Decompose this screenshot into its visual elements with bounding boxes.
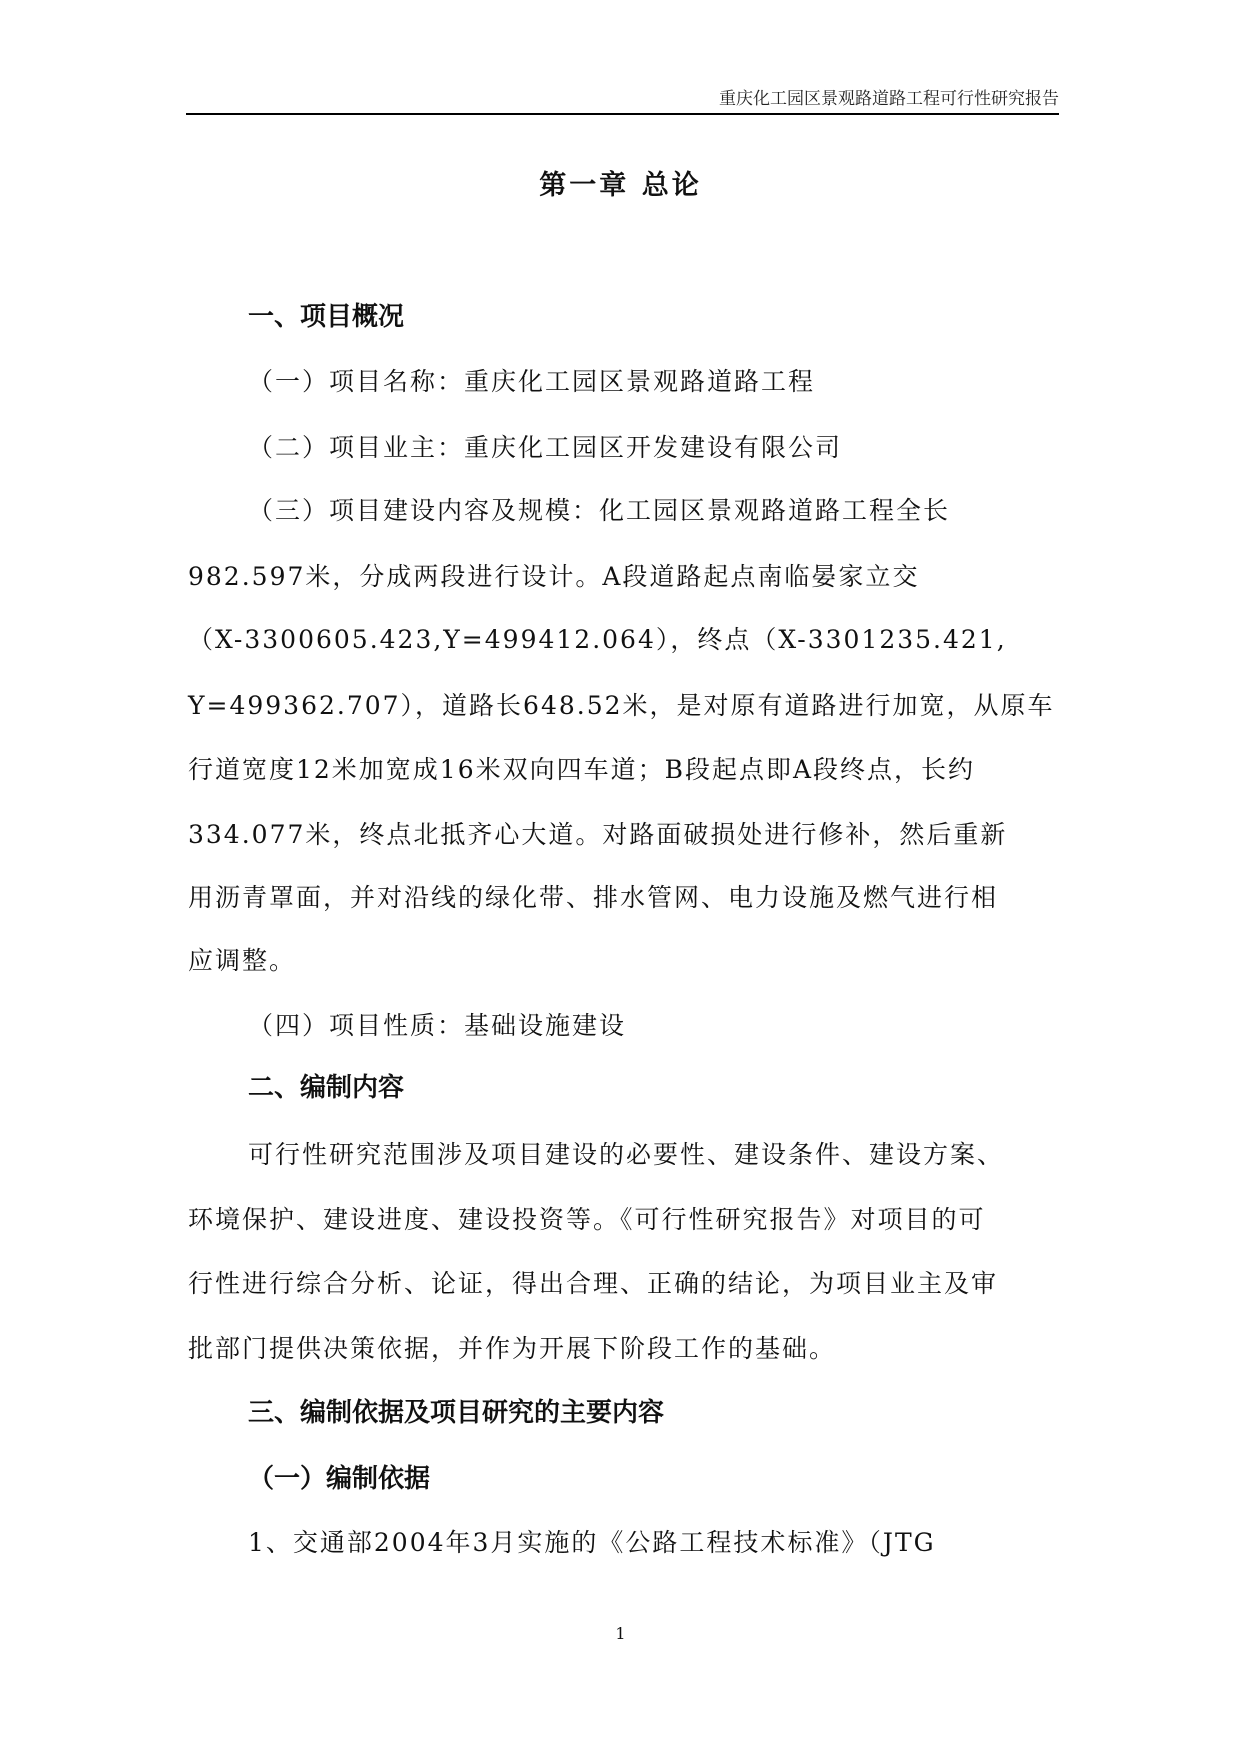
project-scope-line: （X-3300605.423,Y=499412.064），终点（X-3301235.421,	[188, 625, 1007, 654]
basis-item-line: 1、交通部2004年3月实施的《公路工程技术标准》（JTG	[248, 1528, 936, 1557]
section-heading-overview: 一、项目概况	[248, 302, 405, 332]
section-heading-content: 二、编制内容	[248, 1073, 405, 1103]
project-scope-line: 应调整。	[188, 946, 297, 975]
page-number: 1	[615, 1624, 626, 1643]
content-paragraph-line: 行性进行综合分析、论证，得出合理、正确的结论，为项目业主及审	[188, 1269, 999, 1298]
section-heading-basis: 三、编制依据及项目研究的主要内容	[248, 1398, 665, 1428]
project-scope-line: 行道宽度12米加宽成16米双向四车道；B段起点即A段终点，长约	[188, 755, 976, 784]
project-name-line: （一）项目名称：重庆化工园区景观路道路工程	[248, 367, 816, 396]
project-scope-line: 用沥青罩面，并对沿线的绿化带、排水管网、电力设施及燃气进行相	[188, 883, 999, 912]
project-scope-line: 334.077米，终点北抵齐心大道。对路面破损处进行修补，然后重新	[188, 820, 1008, 849]
project-nature-line: （四）项目性质：基础设施建设	[248, 1011, 627, 1040]
content-paragraph-line: 可行性研究范围涉及项目建设的必要性、建设条件、建设方案、	[248, 1140, 1005, 1169]
header-rule	[186, 113, 1059, 115]
project-owner-line: （二）项目业主：重庆化工园区开发建设有限公司	[248, 433, 843, 462]
content-paragraph-line: 环境保护、建设进度、建设投资等。《可行性研究报告》对项目的可	[188, 1205, 986, 1234]
content-paragraph-line: 批部门提供决策依据，并作为开展下阶段工作的基础。	[188, 1334, 837, 1363]
subsection-heading-basis: （一）编制依据	[248, 1464, 431, 1494]
chapter-title: 第一章 总论	[539, 170, 702, 201]
project-scope-line: （三）项目建设内容及规模：化工园区景观路道路工程全长	[248, 496, 951, 525]
project-scope-line: 982.597米，分成两段进行设计。A段道路起点南临晏家立交	[188, 562, 920, 591]
running-header: 重庆化工园区景观路道路工程可行性研究报告	[719, 89, 1059, 109]
project-scope-line: Y=499362.707），道路长648.52米，是对原有道路进行加宽，从原车	[188, 691, 1055, 720]
